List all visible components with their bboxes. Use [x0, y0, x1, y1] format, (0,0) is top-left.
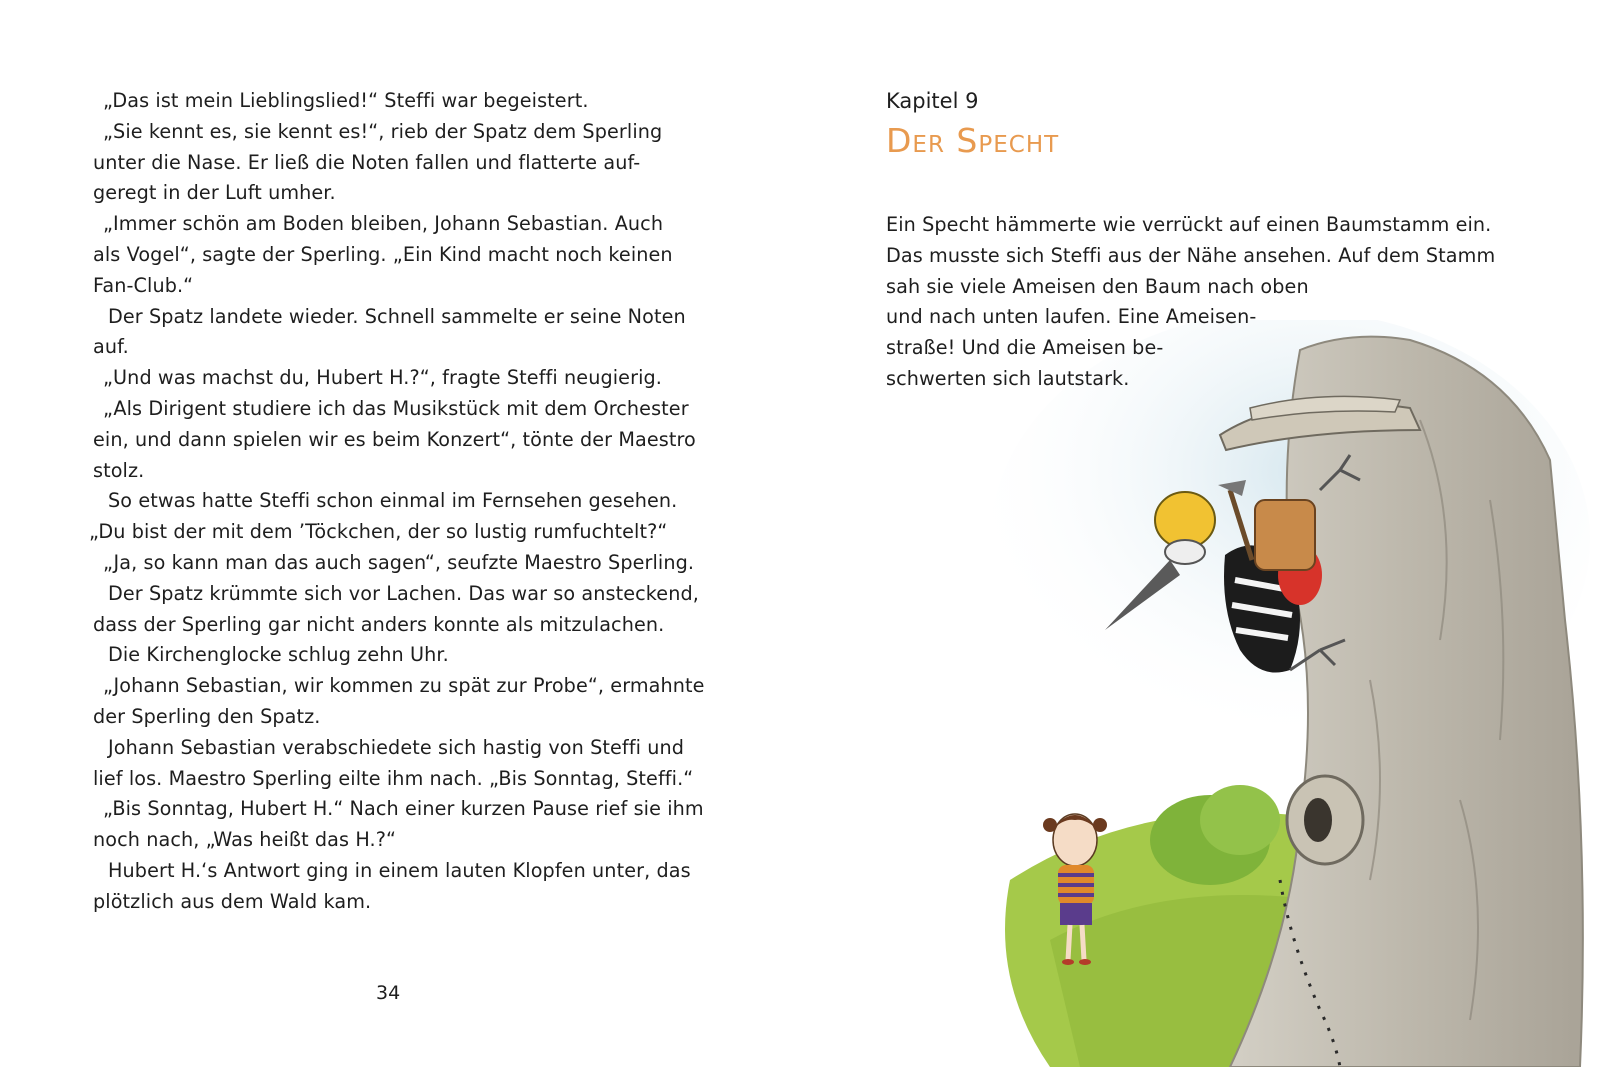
text-line: Das musste sich Steffi aus der Nähe ansehen. Auf dem Stamm: [886, 243, 1496, 267]
text-line: „Ja, so kann man das auch sagen“, seufzte Maestro Sperling.: [103, 550, 695, 574]
text-line: der Sperling den Spatz.: [93, 704, 321, 728]
text-line: dass der Sperling gar nicht anders konnte als mitzulachen.: [93, 612, 665, 636]
text-line: sah sie viele Ameisen den Baum nach oben: [886, 274, 1309, 298]
text-line: „Und was machst du, Hubert H.?“, fragte Steffi neugierig.: [103, 366, 662, 390]
page-number: 34: [376, 982, 401, 1004]
right-page: [800, 0, 1600, 1067]
chapter-label: Kapitel 9: [886, 89, 979, 113]
text-line: unter die Nase. Er ließ die Noten fallen und flatterte auf-: [93, 150, 641, 174]
text-line: „Als Dirigent studiere ich das Musikstück mit dem Orchester: [103, 396, 689, 420]
text-line: Ein Specht hämmerte wie verrückt auf einen Baumstamm ein.: [886, 213, 1492, 236]
text-line: „Bis Sonntag, Hubert H.“ Nach einer kurzen Pause rief sie ihm: [103, 797, 704, 821]
text-line: ein, und dann spielen wir es beim Konzert“, tönte der Maestro: [93, 427, 696, 451]
text-line: stolz.: [93, 458, 145, 482]
text-line: „Immer schön am Boden bleiben, Johann Sebastian. Auch: [103, 212, 664, 236]
text-line: Der Spatz landete wieder. Schnell sammelte er seine Noten: [108, 304, 686, 328]
text-line: So etwas hatte Steffi schon einmal im Fernsehen gesehen.: [108, 489, 678, 513]
text-line: straße! Und die Ameisen be-: [886, 336, 1164, 360]
text-line: und nach unten laufen. Eine Ameisen-: [886, 305, 1257, 329]
left-body-text: [89, 86, 705, 918]
backpack: [1255, 500, 1315, 570]
text-line: Fan-Club.“: [93, 273, 194, 297]
text-line: plötzlich aus dem Wald kam.: [93, 889, 372, 913]
text-line: als Vogel“, sagte der Sperling. „Ein Kind macht noch keinen: [93, 242, 673, 266]
text-line: Johann Sebastian verabschiedete sich hastig von Steffi und: [108, 735, 685, 759]
text-line: auf.: [93, 335, 129, 359]
text-line: Der Spatz krümmte sich vor Lachen. Das war so ansteckend,: [108, 581, 699, 605]
text-line: Hubert H.‘s Antwort ging in einem lauten Klopfen unter, das: [108, 858, 691, 882]
woodpecker-illustration: [990, 320, 1600, 1067]
text-line: geregt in der Luft umher.: [93, 181, 336, 205]
text-line: „Das ist mein Lieblingslied!“ Steffi war begeistert.: [103, 89, 589, 112]
chapter-title: Der Specht: [886, 121, 1060, 160]
text-line: schwerten sich lautstark.: [886, 366, 1130, 390]
text-line: lief los. Maestro Sperling eilte ihm nach. „Bis Sonntag, Steffi.“: [93, 766, 694, 790]
text-line: „Du bist der mit dem ’Töckchen, der so lustig rumfuchtelt?“: [89, 520, 668, 544]
text-line: Die Kirchenglocke schlug zehn Uhr.: [108, 643, 449, 667]
text-line: noch nach, „Was heißt das H.?“: [93, 828, 397, 852]
text-line: „Sie kennt es, sie kennt es!“, rieb der Spatz dem Sperling: [103, 119, 663, 143]
right-body-text: [886, 210, 1526, 395]
text-line: „Johann Sebastian, wir kommen zu spät zur Probe“, ermahnte: [103, 674, 705, 698]
